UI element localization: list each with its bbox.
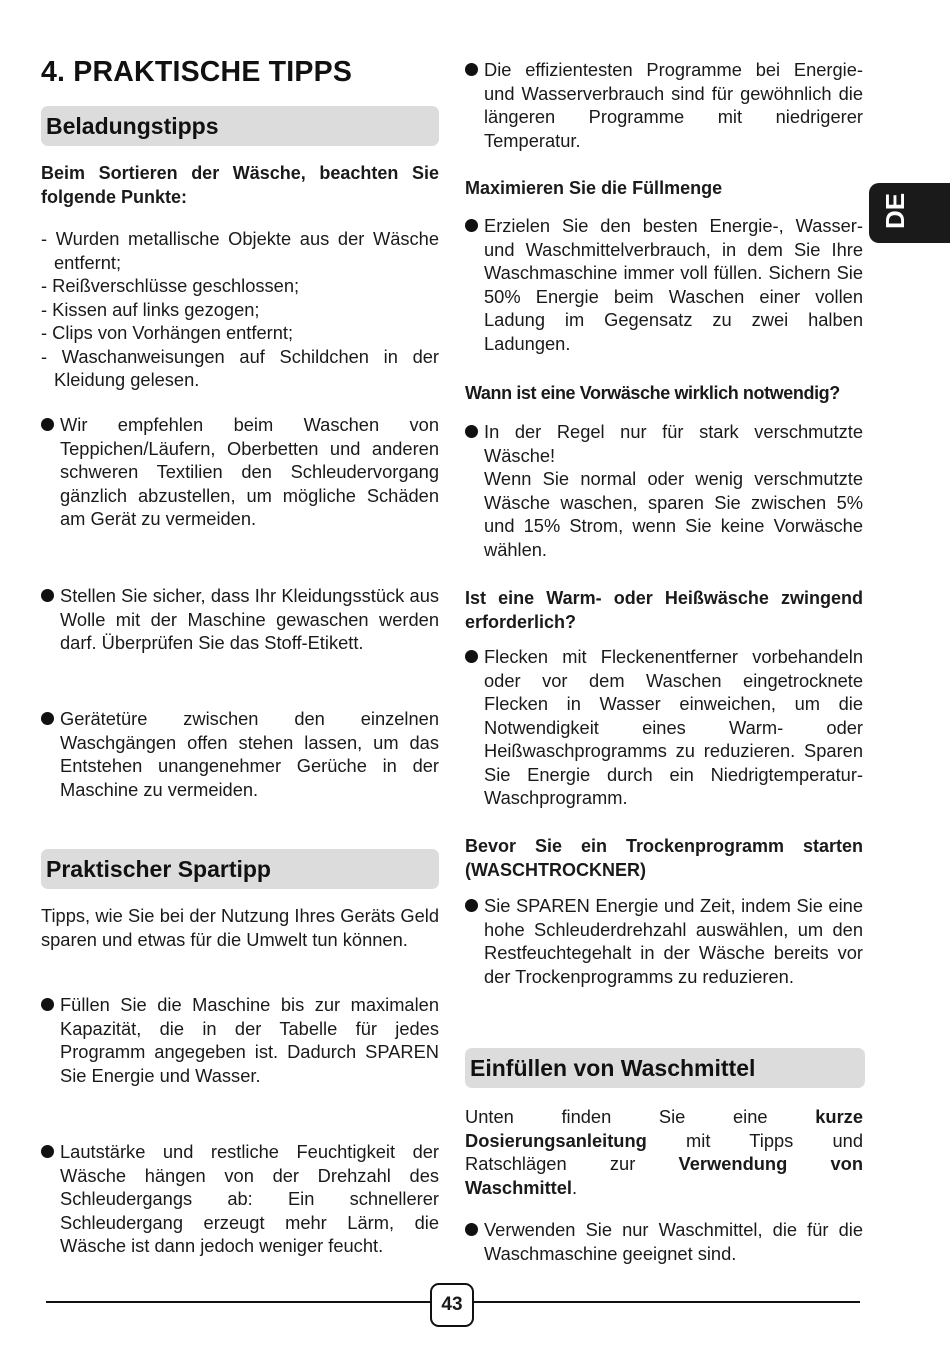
footer-rule-left bbox=[46, 1301, 430, 1303]
spartipp-intro: Tipps, wie Sie bei der Nutzung Ihres Geräts Geld sparen und etwas für die Umwelt tun können. bbox=[41, 905, 439, 950]
section-heading-waschmittel: Einfüllen von Waschmittel bbox=[465, 1048, 865, 1088]
bullet-lautstaerke bbox=[41, 1140, 439, 1258]
bullet-waschmittel bbox=[465, 1218, 863, 1265]
bullet-dot-icon bbox=[41, 589, 54, 602]
bullet-dot-icon bbox=[41, 418, 54, 431]
heading-vorwaesche: Wann ist eine Vorwäsche wirklich notwendig? bbox=[465, 383, 840, 403]
checklist-item: - Clips von Vorhängen entfernt; bbox=[41, 322, 294, 343]
bullet-text: Erzielen Sie den besten Energie-, Wasser- und Waschmittelverbrauch, in dem Sie Ihre Waschmaschine immer voll füllen. Sichern Sie 50% Energie beim Waschen einer vollen Ladung im Gegensatz zu zwei halben Ladungen. bbox=[484, 215, 863, 354]
bullet-wolle bbox=[41, 584, 439, 655]
section-heading-beladungstipps: Beladungstipps bbox=[41, 106, 439, 146]
heading-fuellmenge: Maximieren Sie die Füllmenge bbox=[465, 178, 723, 198]
bullet-dot-icon bbox=[41, 998, 54, 1011]
heading-trockenprogramm: Bevor Sie ein Trockenprogramm starten (WASCHTROCKNER) bbox=[465, 836, 863, 880]
page-number: 43 bbox=[430, 1283, 474, 1327]
intro-text: mit Tipps und Ratschlägen zur bbox=[465, 1129, 863, 1174]
bullet-text: Wir empfehlen beim Waschen von Teppichen/Läufern, Oberbetten und anderen schweren Textilien den Schleudervorgang gänzlich abzustellen, um mögliche Schäden am Gerät zu vermeiden. bbox=[60, 414, 439, 529]
bullet-fuellen bbox=[41, 993, 439, 1087]
bullet-text: Lautstärke und restliche Feuchtigkeit der Wäsche hängen von der Drehzahl des Schleudergangs ab: Ein schnellerer Schleudergang erzeugt mehr Lärm, die Wäsche ist dann jedoch weniger feucht. bbox=[60, 1141, 439, 1256]
intro-emphasis: kurze Dosierungsanleitung bbox=[465, 1106, 863, 1151]
bullet-text: Verwenden Sie nur Waschmittel, die für die Waschmaschine geeignet sind. bbox=[484, 1219, 863, 1264]
intro-text: . bbox=[572, 1176, 578, 1198]
beladung-intro: Beim Sortieren der Wäsche, beachten Sie folgende Punkte: bbox=[41, 163, 439, 207]
beladung-checklist bbox=[41, 227, 439, 392]
bullet-text: Flecken mit Fleckenentferner vorbehandeln oder vor dem Waschen eingetrocknete Flecken in Wasser einweichen, um die Notwendigkeit eines Warm- oder Heißwaschprogramms zu reduzieren. Sparen Sie Energie durch ein Niedrigtemperatur-Waschprogramm. bbox=[484, 646, 863, 808]
checklist-item: - Kissen auf links gezogen; bbox=[41, 298, 260, 320]
bullet-text: Sie SPAREN Energie und Zeit, indem Sie eine hohe Schleuderdrehzahl auswählen, um den Restfeuchtegehalt in der Wäsche bereits vor der Trockenprogramms zu reduzieren. bbox=[484, 895, 863, 987]
bullet-text: Stellen Sie sicher, dass Ihr Kleidungsstück aus Wolle mit der Maschine gewaschen werden darf. Überprüfen Sie das Stoff-Etikett. bbox=[60, 585, 439, 653]
bullet-dot-icon bbox=[41, 1145, 54, 1158]
bullet-text: Gerätetüre zwischen den einzelnen Waschgängen offen stehen lassen, um das Entstehen unangenehmer Gerüche in der Maschine zu vermeiden. bbox=[60, 708, 439, 800]
bullet-dot-icon bbox=[465, 650, 478, 663]
bullet-effiziente-programme bbox=[465, 58, 863, 152]
checklist-item: - Wurden metallische Objekte aus der Wäsche entfernt; bbox=[41, 228, 439, 273]
bullet-dot-icon bbox=[41, 712, 54, 725]
checklist-item: - Reißverschlüsse geschlossen; bbox=[41, 275, 300, 296]
footer-rule-right bbox=[474, 1301, 860, 1303]
bullet-dot-icon bbox=[465, 899, 478, 912]
bullet-text: Wenn Sie normal oder wenig verschmutzte Wäsche waschen, sparen Sie zwischen 5% und 15% Strom, wenn Sie keine Vorwäsche wählen. bbox=[484, 468, 863, 560]
bullet-text: Füllen Sie die Maschine bis zur maximalen Kapazität, die in der Tabelle für jedes Programm angegeben ist. Dadurch SPAREN Sie Energie und Wasser. bbox=[60, 994, 439, 1086]
bullet-fuellmenge bbox=[465, 214, 863, 355]
checklist-item: - Waschanweisungen auf Schildchen in der Kleidung gelesen. bbox=[41, 345, 439, 390]
bullet-vorwaesche bbox=[465, 420, 863, 561]
intro-text: Unten finden Sie eine bbox=[465, 1106, 816, 1127]
bullet-dot-icon bbox=[465, 219, 478, 232]
heading-heisswaesche: Ist eine Warm- oder Heißwäsche zwingend erforderlich? bbox=[465, 588, 863, 632]
bullet-dot-icon bbox=[465, 63, 478, 76]
bullet-dot-icon bbox=[465, 1223, 478, 1236]
bullet-trockenprogramm bbox=[465, 894, 863, 988]
bullet-text: Die effizientesten Programme bei Energie- und Wasserverbrauch sind für gewöhnlich die längeren Programme mit niedrigerer Temperatur. bbox=[484, 59, 863, 151]
language-tab bbox=[869, 183, 950, 243]
bullet-geraetetuere bbox=[41, 707, 439, 801]
bullet-text: In der Regel nur für stark verschmutzte Wäsche! bbox=[484, 421, 863, 466]
bullet-teppiche bbox=[41, 413, 439, 531]
language-tab-label: DE bbox=[880, 192, 910, 229]
bullet-heisswaesche bbox=[465, 645, 863, 810]
intro-emphasis: Verwendung von Waschmittel bbox=[465, 1153, 863, 1198]
bullet-dot-icon bbox=[465, 425, 478, 438]
waschmittel-intro bbox=[465, 1105, 863, 1199]
section-heading-spartipp: Praktischer Spartipp bbox=[41, 849, 439, 889]
page-title: 4. PRAKTISCHE TIPPS bbox=[41, 56, 353, 88]
